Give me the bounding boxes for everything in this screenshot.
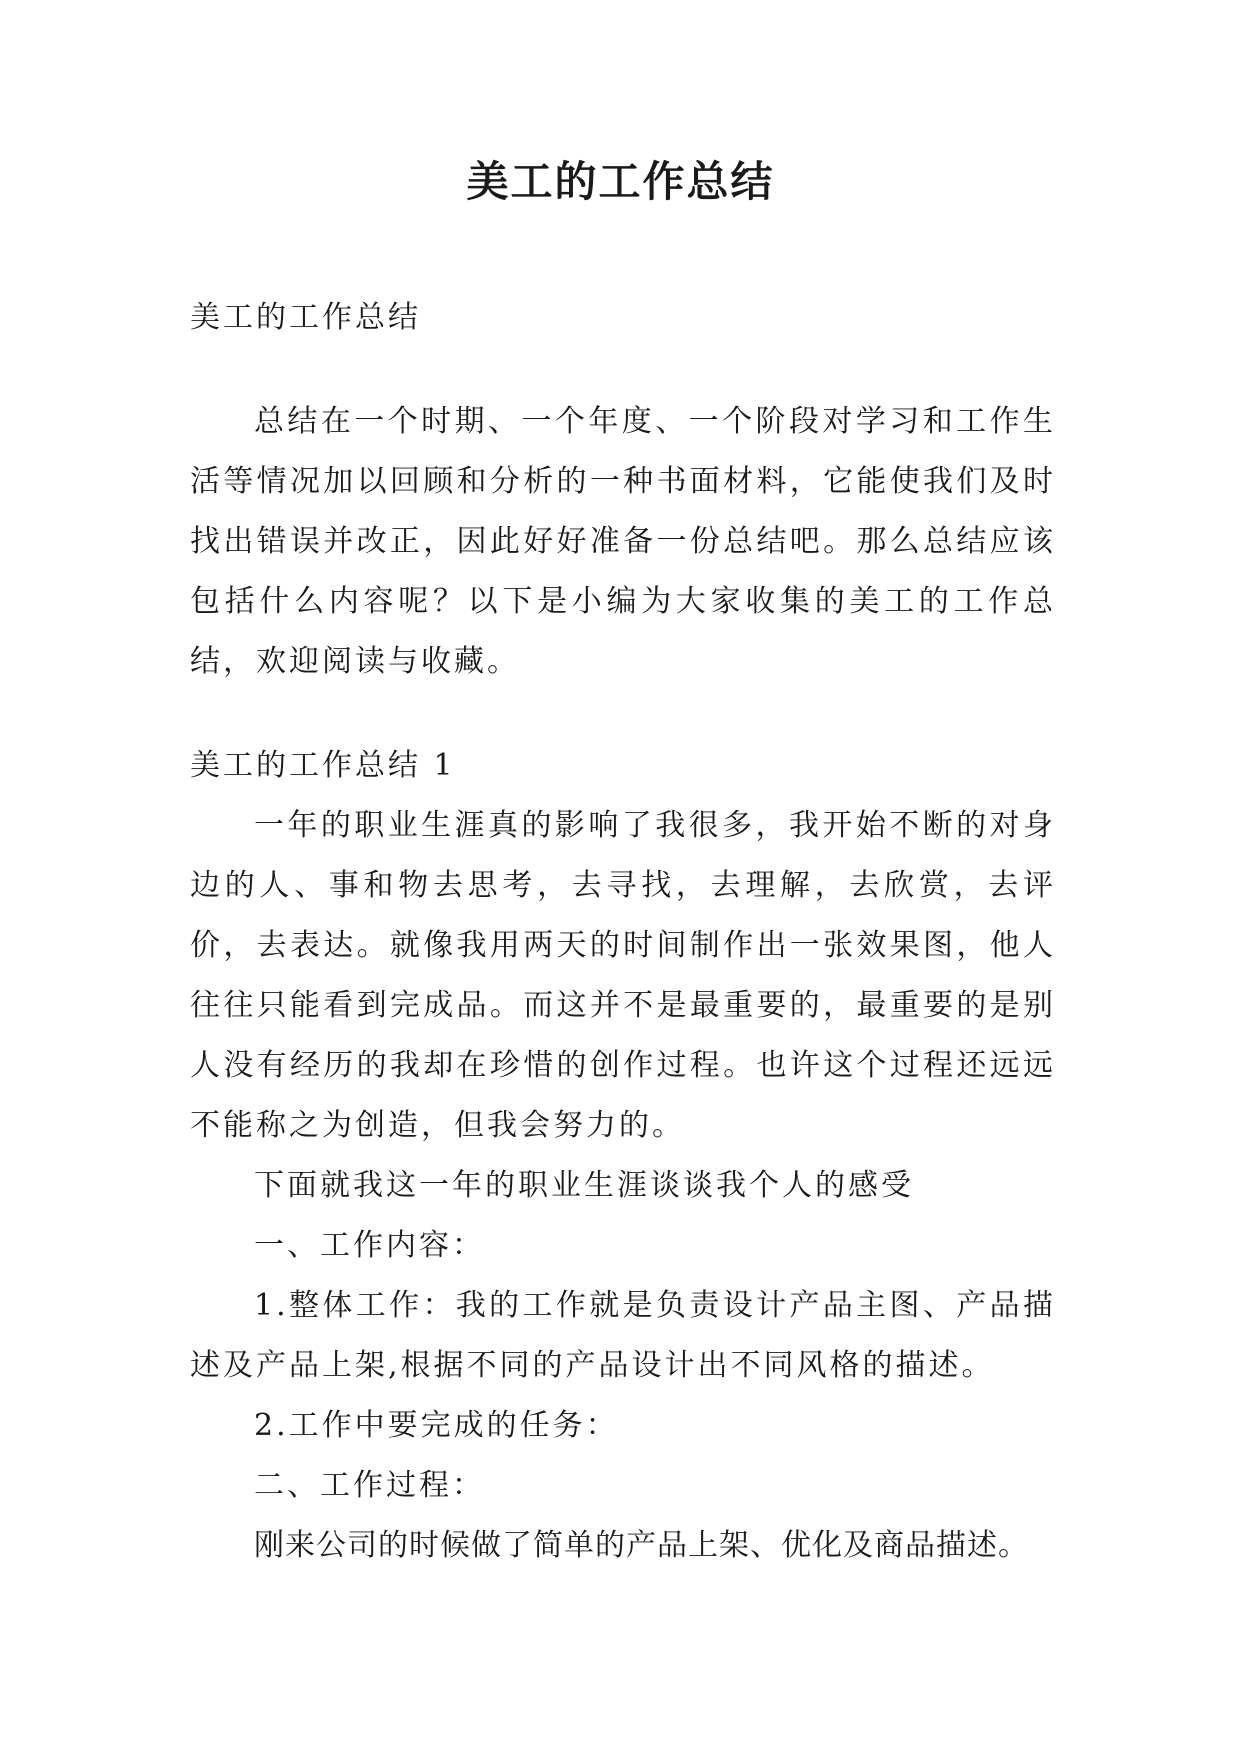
intro-paragraph: 总结在一个时期、一个年度、一个阶段对学习和工作生活等情况加以回顾和分析的一种书面材料，它能使我们及时找出错误并改正，因此好好准备一份总结吧。那么总结应该包括什么内容呢？以下是小编为大家收集的美工的工作总结，欢迎阅读与收藏。	[190, 404, 1056, 679]
section-1-paragraph: 2.工作中要完成的任务：	[254, 1408, 619, 1443]
section-1-paragraph: 1.整体工作：我的工作就是负责设计产品主图、产品描述及产品上架,根据不同的产品设计出不同风格的描述。	[190, 1288, 1056, 1383]
section-1-paragraph: 下面就我这一年的职业生涯谈谈我个人的感受	[254, 1168, 914, 1203]
section-1-paragraph: 刚来公司的时候做了简单的产品上架、优化及商品描述。	[254, 1528, 1029, 1563]
document-body	[190, 288, 1056, 1576]
document-subtitle: 美工的工作总结	[190, 300, 421, 335]
section-1-paragraph: 一年的职业生涯真的影响了我很多，我开始不断的对身边的人、事和物去思考，去寻找，去理解，去欣赏，去评价，去表达。就像我用两天的时间制作出一张效果图，他人往往只能看到完成品。而这并不是最重要的，最重要的是别人没有经历的我却在珍惜的创作过程。也许这个过程还远远不能称之为创造，但我会努力的。	[190, 808, 1056, 1143]
section-1-heading-work-content: 一、工作内容：	[254, 1228, 485, 1263]
section-1-heading-work-process: 二、工作过程：	[254, 1468, 485, 1503]
document-title: 美工的工作总结	[466, 157, 775, 206]
section-1-title: 美工的工作总结 1	[190, 748, 456, 783]
